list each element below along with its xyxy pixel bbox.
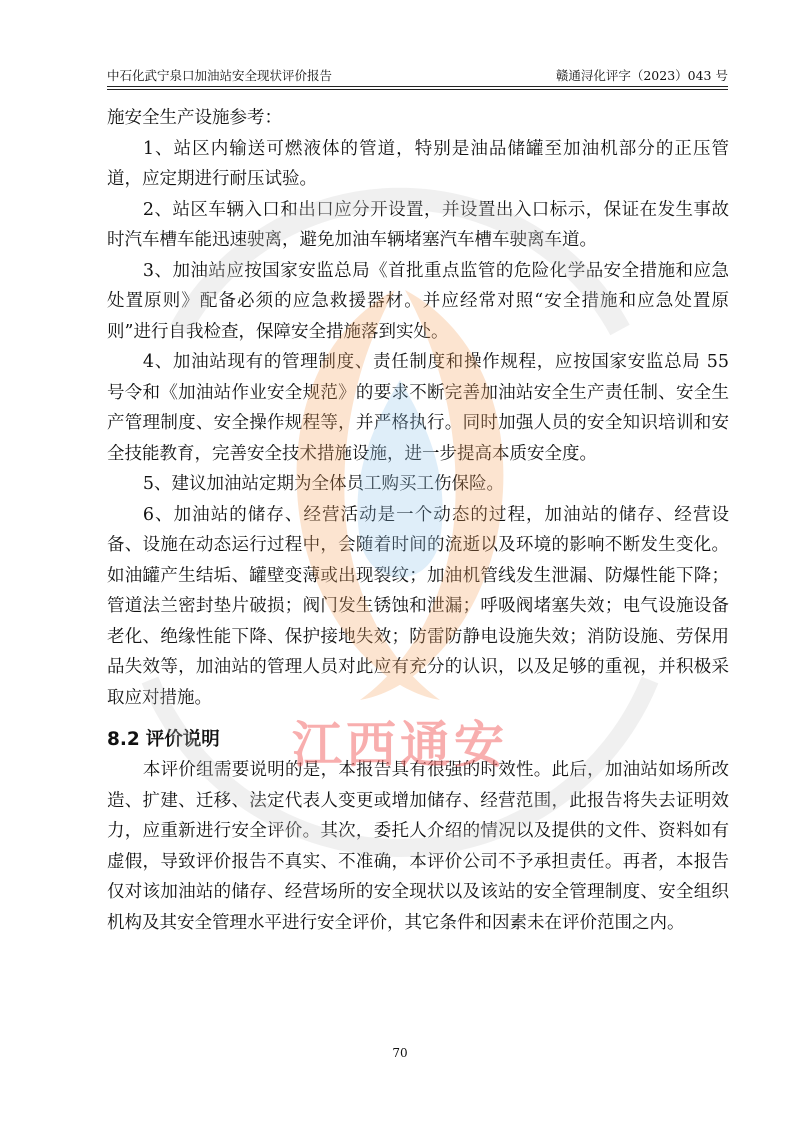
intro-line: 施安全生产设施参考： (107, 108, 282, 128)
section-number: 8.2 (107, 729, 140, 750)
recommendation-item-3: 3、加油站应按国家安监总局《首批重点监管的危险化学品安全措施和应急处置原则》配备必须的应急救援器材。并应经常对照“安全措施和应急处置原则”进行自我检查，保障安全措施落到实处。 (107, 260, 729, 342)
report-title: 中石化武宁泉口加油站安全现状评价报告 (107, 68, 333, 83)
page-body (107, 103, 729, 938)
header-rule (107, 86, 728, 87)
page-number: 70 (392, 1046, 408, 1060)
section-paragraph: 本评价组需要说明的是，本报告具有很强的时效性。此后，加油站如场所改造、扩建、迁移、法定代表人变更或增加储存、经营范围，此报告将失去证明效力，应重新进行安全评价。其次，委托人介绍的情况以及提供的文件、资料如有虚假，导致评价报告不真实、不准确，本评价公司不予承担责任。再者，本报告仅对该加油站的储存、经营场所的安全现状以及该站的安全管理制度、安全组织机构及其安全管理水平进行安全评价，其它条件和因素未在评价范围之内。 (107, 760, 729, 933)
recommendation-item-5: 5、建议加油站定期为全体员工购买工伤保险。 (142, 474, 505, 494)
section-heading (107, 725, 729, 755)
recommendation-item-1: 1、站区内输送可燃液体的管道，特别是油品储罐至加油机部分的正压管道，应定期进行耐压试验。 (107, 138, 729, 189)
watermark-logo-text: 江西通安 (292, 716, 508, 774)
section-title: 评价说明 (145, 729, 220, 750)
header-rule-thin (107, 89, 728, 90)
report-number: 赣通浔化评字（2023）043 号 (555, 68, 728, 83)
recommendation-item-2: 2、站区车辆入口和出口应分开设置，并设置出入口标示，保证在发生事故时汽车槽车能迅速驶离，避免加油车辆堵塞汽车槽车驶离车道。 (107, 199, 729, 250)
page-header (107, 68, 728, 90)
recommendation-item-4: 4、加油站现有的管理制度、责任制度和操作规程，应按国家安监总局 55 号令和《加油站作业安全规范》的要求不断完善加油站安全生产责任制、安全生产管理制度、安全操作规程等，并严格执行。同时加强人员的安全知识培训和安全技能教育，完善安全技术措施设施，进一步提高本质安全度。 (107, 352, 729, 464)
recommendation-item-6: 6、加油站的储存、经营活动是一个动态的过程，加油站的储存、经营设备、设施在动态运行过程中，会随着时间的流逝以及环境的影响不断发生变化。如油罐产生结垢、罐壁变薄或出现裂纹；加油机管线发生泄漏、防爆性能下降；管道法兰密封垫片破损；阀门发生锈蚀和泄漏；呼吸阀堵塞失效；电气设施设备老化、绝缘性能下降、保护接地失效；防雷防静电设施失效；消防设施、劳保用品失效等，加油站的管理人员对此应有充分的认识，以及足够的重视，并积极采取应对措施。 (107, 504, 729, 708)
